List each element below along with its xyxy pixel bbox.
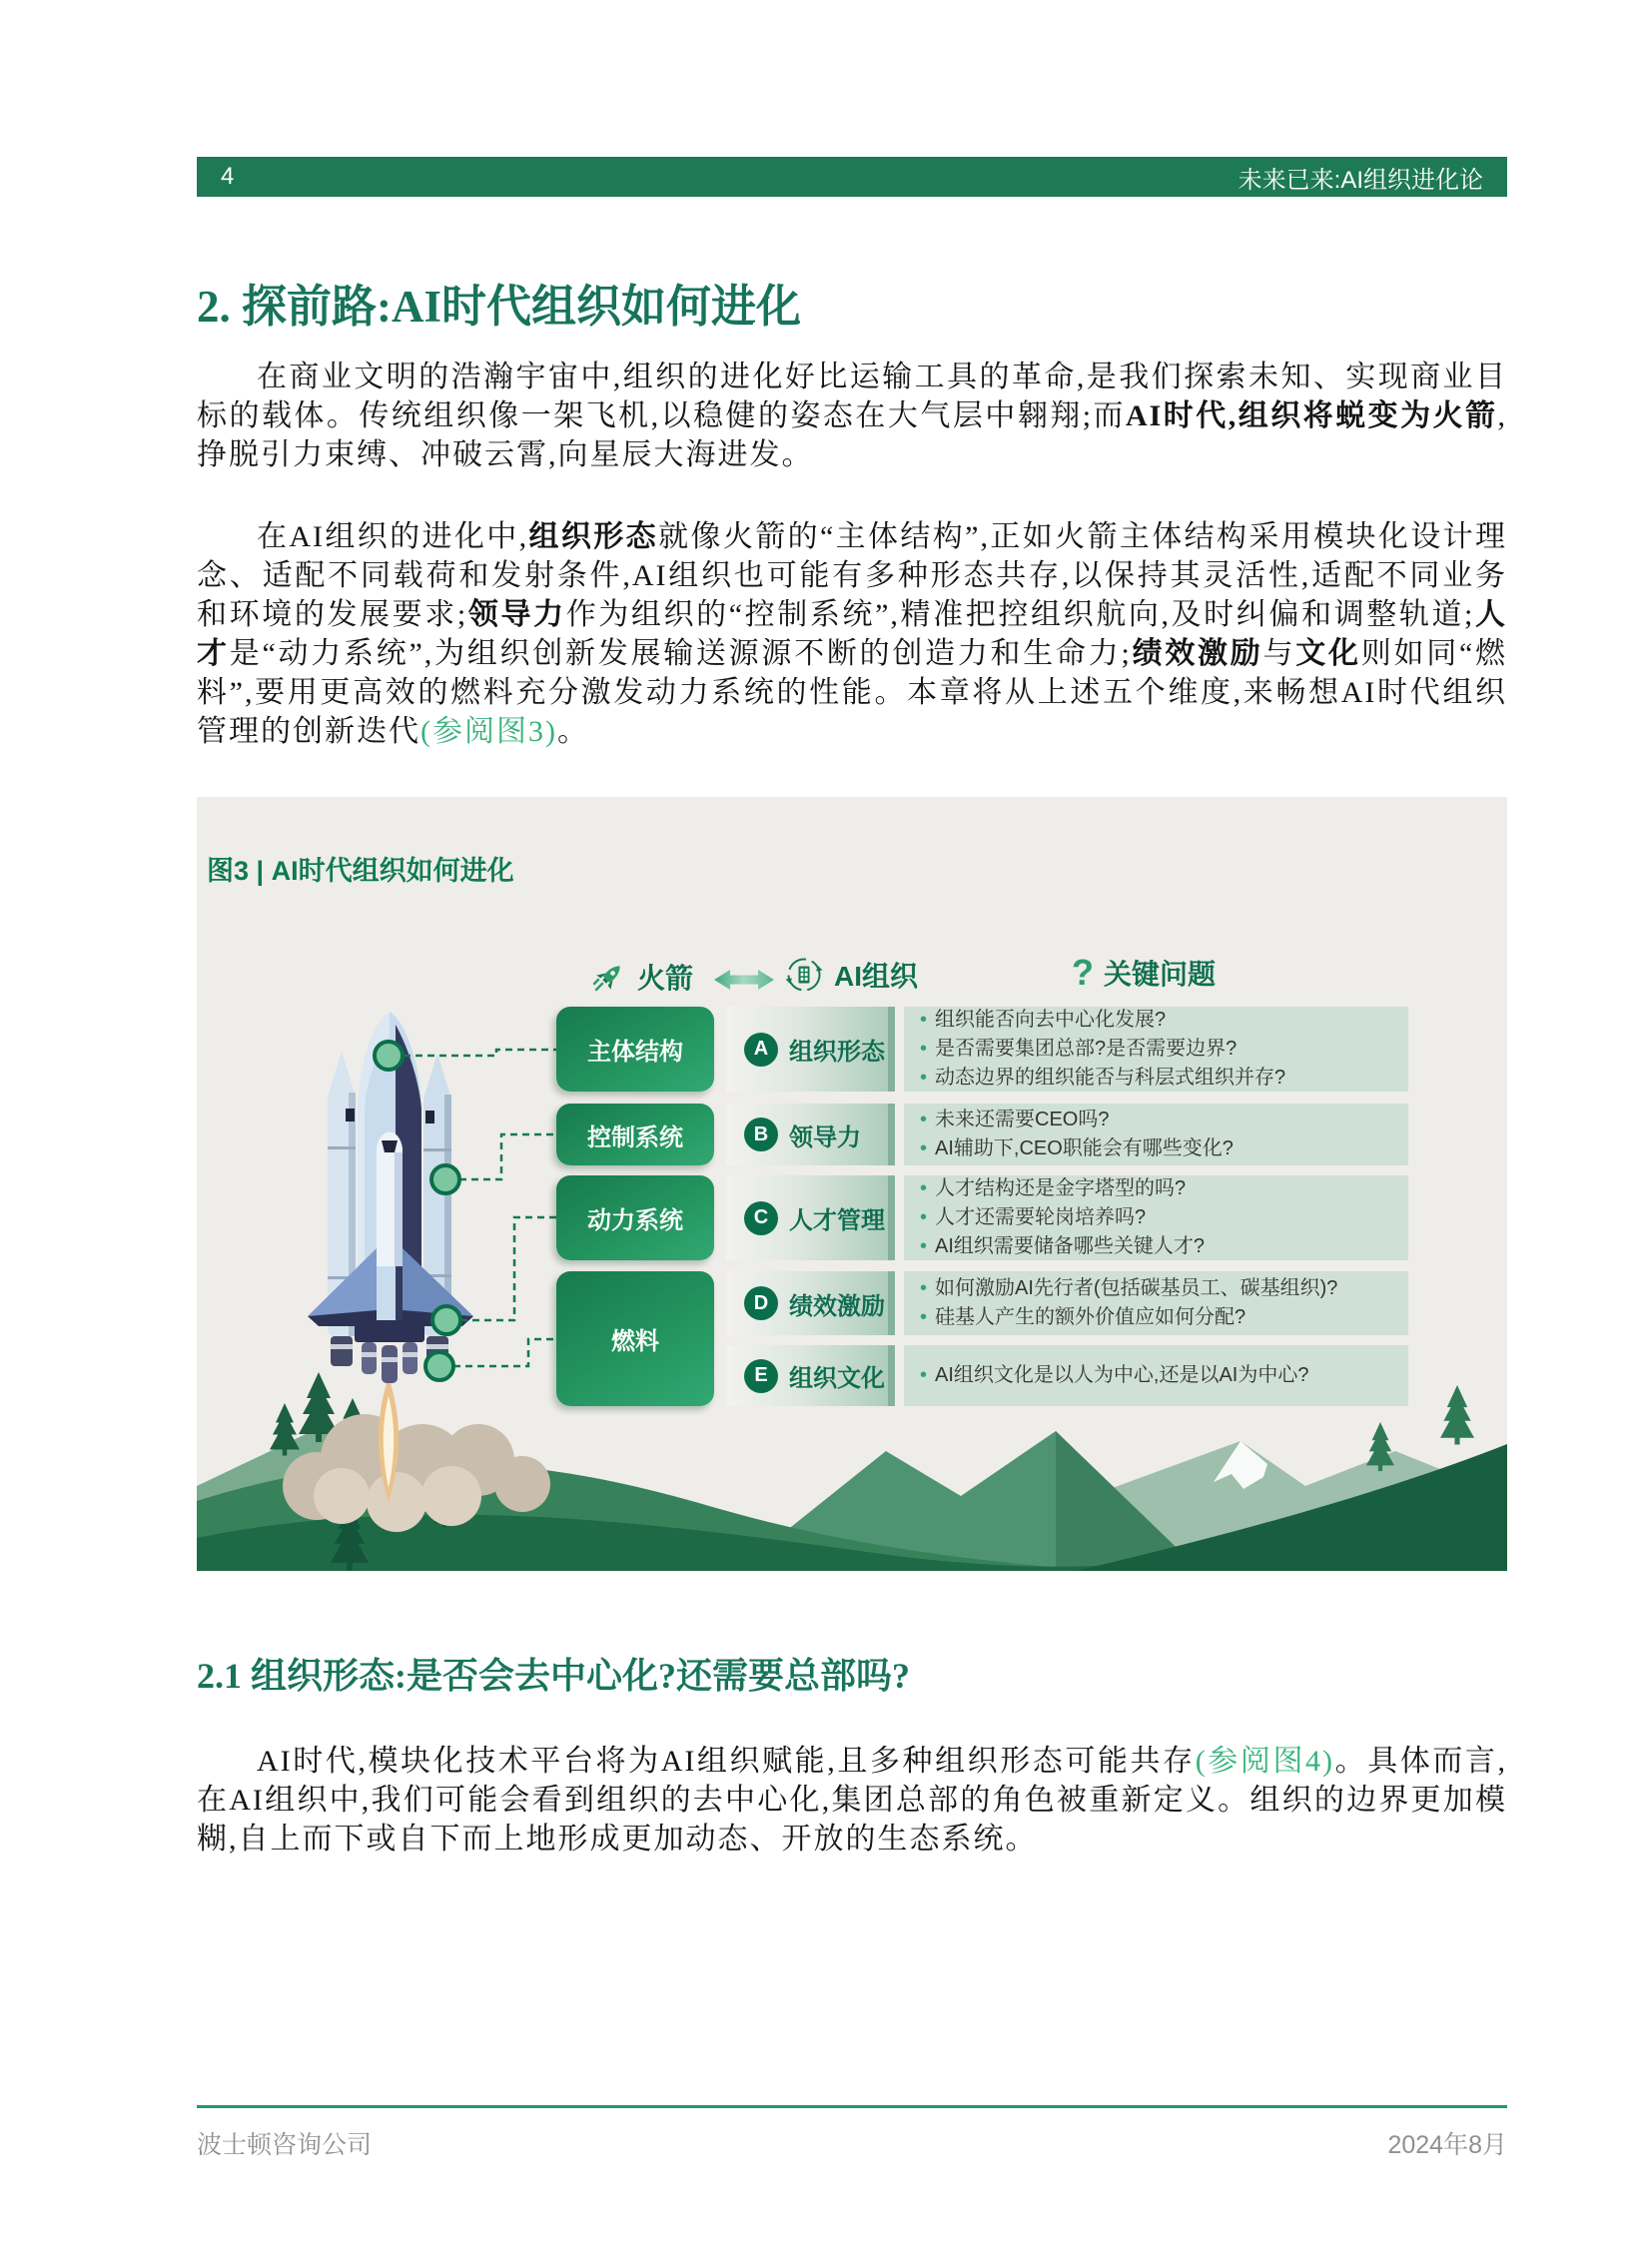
bullet-icon: • — [920, 1206, 928, 1228]
bullet-icon: • — [920, 1038, 928, 1060]
bullet-icon: • — [920, 1306, 928, 1328]
bullet-icon: • — [920, 1109, 928, 1130]
question-item — [920, 1106, 1400, 1134]
footer-company: 波士顿咨询公司 — [197, 2131, 373, 2159]
question-text: 如何激励AI先行者(包括碳基员工、碳基组织)? — [935, 1277, 1338, 1299]
dimension-label: 绩效激励 — [789, 1292, 885, 1320]
questions-cell-c — [904, 1175, 1408, 1260]
question-text: AI辅助下,CEO职能会有哪些变化? — [935, 1137, 1234, 1159]
double-arrow-icon — [712, 967, 776, 993]
organization-building-icon — [784, 955, 824, 995]
rocket-part-label-body: 主体结构 — [556, 1007, 714, 1092]
question-item — [920, 1035, 1400, 1064]
text-segment: AI时代,组织将蜕变为火箭 — [1126, 399, 1498, 432]
bullet-icon: • — [920, 1277, 928, 1299]
bullet-icon: • — [920, 1137, 928, 1159]
questions-cell-b — [904, 1104, 1408, 1165]
text-segment: 是“动力系统”,为组织创新发展输送源源不断的创造力和生命力; — [229, 637, 1132, 670]
text-segment: 绩效激励 — [1131, 637, 1263, 670]
rocket-icon — [591, 959, 627, 995]
legend-key-questions-label: 关键问题 — [1104, 959, 1217, 990]
question-text: 动态边界的组织能否与科层式组织并存? — [935, 1067, 1286, 1089]
dimension-cell-c — [726, 1175, 895, 1260]
page-header-bar — [197, 157, 1507, 197]
letter-badge-e: E — [744, 1359, 778, 1393]
questions-cell-e — [904, 1345, 1408, 1406]
rocket-part-label-fuel: 燃料 — [556, 1271, 714, 1406]
legend-ai-org-label: AI组织 — [834, 961, 919, 992]
question-text: 硅基人产生的额外价值应如何分配? — [935, 1306, 1246, 1328]
question-text: 是否需要集团总部?是否需要边界? — [935, 1038, 1238, 1060]
text-segment: 。具体而言,在AI组织中,我们可能会看到组织的去中心化,集团总部的角色被重新定义。组织的边界更加模糊,自上而下或自下而上地形成更加动态、开放的生态系统。 — [197, 1745, 1508, 1856]
letter-badge-a: A — [744, 1033, 778, 1067]
question-text: 未来还需要CEO吗? — [935, 1109, 1110, 1130]
question-item — [920, 1203, 1400, 1232]
legend-key-questions — [1072, 953, 1216, 993]
text-segment: 人才 — [197, 598, 1508, 670]
bullet-icon: • — [920, 1067, 928, 1089]
text-segment: 在AI组织的进化中, — [257, 520, 529, 553]
text-segment: 组织形态 — [528, 520, 659, 553]
dimension-label: 组织形态 — [789, 1039, 885, 1066]
figure-title: 图3 | AI时代组织如何进化 — [207, 856, 514, 886]
question-text: AI组织文化是以人为中心,还是以AI为中心? — [935, 1364, 1309, 1386]
question-text: AI组织需要储备哪些关键人才? — [935, 1235, 1206, 1257]
bullet-icon: • — [920, 1235, 928, 1257]
footer-rule — [197, 2105, 1507, 2108]
bullet-icon: • — [920, 1009, 928, 1031]
letter-badge-b: B — [744, 1118, 778, 1151]
figure-reference-link[interactable]: (参阅图4) — [1195, 1745, 1335, 1778]
legend-ai-org — [784, 955, 918, 995]
footer-date: 2024年8月 — [1387, 2131, 1507, 2159]
questions-cell-d — [904, 1271, 1408, 1335]
paragraph-1 — [197, 358, 1507, 474]
text-segment: 则如同“燃料”,要用更高效的燃料充分激发动力系统的性能。本章将从上述五个维度,来畅想AI时代组织管理的创新迭代 — [197, 637, 1508, 748]
chapter-heading: 2. 探前路:AI时代组织如何进化 — [197, 282, 801, 332]
figure-3-exhibit — [197, 797, 1507, 1571]
dimension-cell-d — [726, 1271, 895, 1335]
page-footer — [197, 2125, 1507, 2161]
legend-equivalence — [712, 967, 776, 993]
question-text: 人才结构还是金字塔型的吗? — [935, 1177, 1187, 1199]
question-text: 组织能否向去中心化发展? — [935, 1009, 1167, 1031]
question-item — [920, 1134, 1400, 1163]
bullet-icon: • — [920, 1177, 928, 1199]
text-segment: 。 — [556, 715, 589, 748]
legend-rocket-label: 火箭 — [637, 963, 694, 994]
figure-reference-link[interactable]: (参阅图3) — [420, 715, 557, 748]
text-segment: 在商业文明的浩瀚宇宙中,组织的进化好比运输工具的革命,是我们探索未知、实现商业目标的载体。传统组织像一架飞机,以稳健的姿态在大气层中翱翔;而 — [197, 361, 1507, 432]
document-title: 未来已来:AI组织进化论 — [1238, 166, 1483, 194]
text-segment: AI时代,模块化技术平台将为AI组织赋能,且多种组织形态可能共存 — [257, 1745, 1196, 1778]
section-2-1-heading: 2.1 组织形态:是否会去中心化?还需要总部吗? — [197, 1656, 910, 1696]
paragraph-2 — [197, 517, 1507, 751]
dimension-label: 组织文化 — [789, 1365, 885, 1392]
text-segment: 就像火箭的“主体结构”,正如火箭主体结构采用模块化设计理念、适配不同载荷和发射条件,AI组织也可能有多种形态共存,以保持其灵活性,适配不同业务和环境的发展要求; — [197, 520, 1507, 631]
question-item — [920, 1274, 1400, 1303]
question-text: 人才还需要轮岗培养吗? — [935, 1206, 1147, 1228]
question-item — [920, 1232, 1400, 1261]
questions-cell-a — [904, 1007, 1408, 1092]
text-segment: ,挣脱引力束缚、冲破云霄,向星辰大海进发。 — [197, 399, 1508, 471]
rocket-part-label-power: 动力系统 — [556, 1175, 714, 1260]
legend-rocket — [591, 957, 693, 997]
question-item — [920, 1006, 1400, 1035]
question-item — [920, 1303, 1400, 1332]
text-segment: 作为组织的“控制系统”,精准把控组织航向,及时纠偏和调整轨道; — [565, 598, 1475, 631]
question-mark-icon: ? — [1072, 952, 1094, 993]
dimension-cell-a — [726, 1007, 895, 1092]
question-item — [920, 1174, 1400, 1203]
dimension-cell-b — [726, 1104, 895, 1165]
letter-badge-c: C — [744, 1201, 778, 1235]
page-number: 4 — [221, 163, 235, 190]
bullet-icon: • — [920, 1364, 928, 1386]
rocket-part-label-control: 控制系统 — [556, 1104, 714, 1165]
text-segment: 领导力 — [467, 598, 566, 631]
question-item — [920, 1361, 1400, 1390]
text-segment: 与 — [1262, 637, 1296, 670]
question-item — [920, 1064, 1400, 1093]
paragraph-3 — [197, 1742, 1507, 1859]
dimension-label: 人才管理 — [789, 1207, 885, 1234]
text-segment: 文化 — [1295, 637, 1361, 670]
dimension-label: 领导力 — [789, 1123, 861, 1151]
letter-badge-d: D — [744, 1286, 778, 1320]
dimension-cell-e — [726, 1345, 895, 1406]
